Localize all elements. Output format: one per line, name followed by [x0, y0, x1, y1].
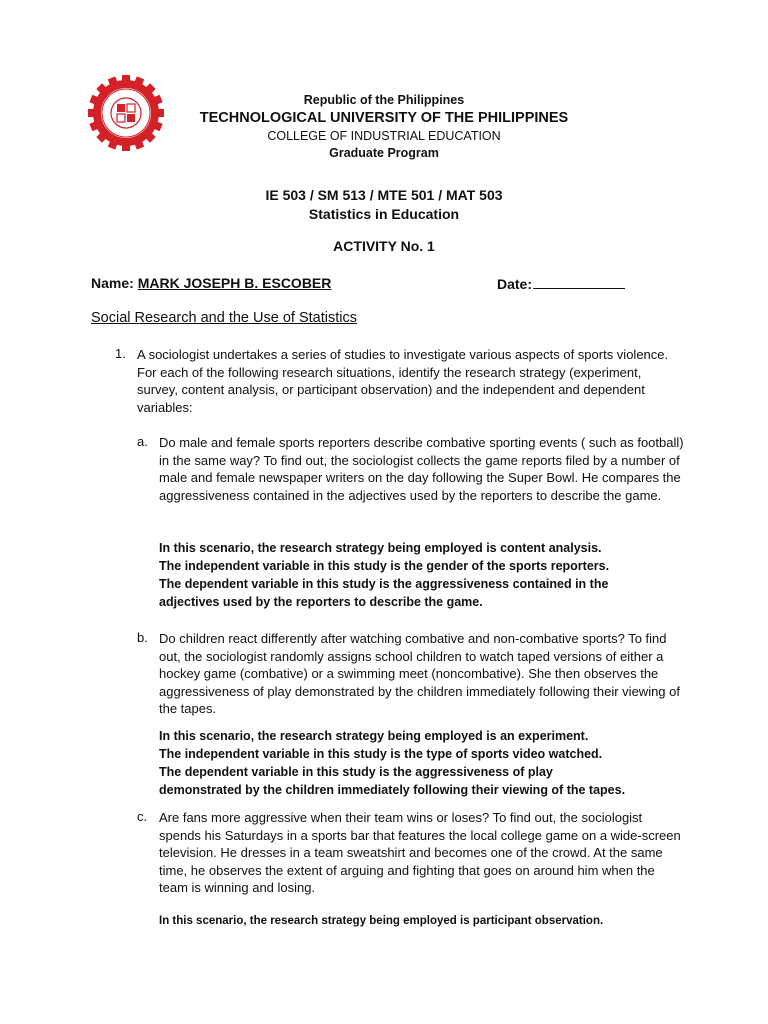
college-name: COLLEGE OF INDUSTRIAL EDUCATION — [267, 129, 501, 143]
question-number: 1. — [115, 346, 126, 361]
activity-title: ACTIVITY No. 1 — [333, 238, 435, 254]
item-text: Do children react differently after watching combative and non-combative sports? To find out, the sociologist randomly assigns school children to watch taped versions of either a hockey game (combative) or a swimming meet (noncombative). She then observes the aggressiveness of play demonstrated by the children immediately following their viewing of the tapes. — [159, 631, 680, 717]
section-title: Social Research and the Use of Statistics — [91, 310, 357, 326]
university-name: TECHNOLOGICAL UNIVERSITY OF THE PHILIPPINES — [199, 110, 569, 126]
university-seal-icon — [88, 75, 164, 151]
name-label: Name: — [91, 275, 138, 291]
answer-line: The dependent variable in this study is the aggressiveness of play — [159, 765, 553, 779]
item-text: Are fans more aggressive when their team wins or loses? To find out, the sociologist spends his Saturdays in a sports bar that features the local college game on a wide-screen television. He dresses in a team sweatshirt and becomes one of the crowd. At the same time, he observes the extent of arguing and fighting that goes on around him when the team is winning and losing. — [159, 810, 681, 896]
answer-line: In this scenario, the research strategy being employed is an experiment. — [159, 729, 589, 743]
letterhead — [180, 92, 588, 162]
question-text: A sociologist undertakes a series of studies to investigate various aspects of sports violence. For each of the following research situations, identify the research strategy (experiment, survey, content analysis, or participant observation) and the independent and dependent variables: — [137, 347, 669, 415]
date-blank-line — [533, 275, 625, 289]
item-label: b. — [137, 630, 148, 645]
item-label: c. — [137, 809, 148, 824]
republic-line: Republic of the Philippines — [303, 93, 465, 107]
answer-block — [159, 539, 679, 611]
date-row — [497, 275, 625, 292]
course-title: Statistics in Education — [308, 206, 460, 222]
answer-line: In this scenario, the research strategy being employed is content analysis. — [159, 541, 602, 555]
answer-line: demonstrated by the children immediately following their viewing of the tapes. — [159, 783, 626, 797]
answer-line: adjectives used by the reporters to describe the game. — [159, 595, 483, 609]
answer-line: The independent variable in this study is the type of sports video watched. — [159, 747, 603, 761]
course-codes: IE 503 / SM 513 / MTE 501 / MAT 503 — [265, 187, 503, 203]
item-label: a. — [137, 434, 148, 449]
answer-line: The independent variable in this study is the gender of the sports reporters. — [159, 559, 610, 573]
item-text: Do male and female sports reporters describe combative sporting events ( such as football) in the same way? To find out, the sociologist collects the game reports filed by a number of male and female newspaper writers on the day following the Super Bowl. He compares the aggressiveness contained in the adjectives used by the reporters to describe the game. — [159, 435, 684, 503]
course-block — [180, 186, 588, 224]
date-label: Date: — [497, 276, 533, 292]
answer-line: The dependent variable in this study is the aggressiveness contained in the — [159, 577, 609, 591]
name-row — [91, 275, 331, 291]
answer-block — [159, 915, 679, 927]
answer-block — [159, 727, 679, 799]
program-name: Graduate Program — [329, 146, 439, 160]
student-name: MARK JOSEPH B. ESCOBER — [137, 275, 332, 291]
answer-line: In this scenario, the research strategy being employed is participant observation. — [159, 915, 604, 927]
